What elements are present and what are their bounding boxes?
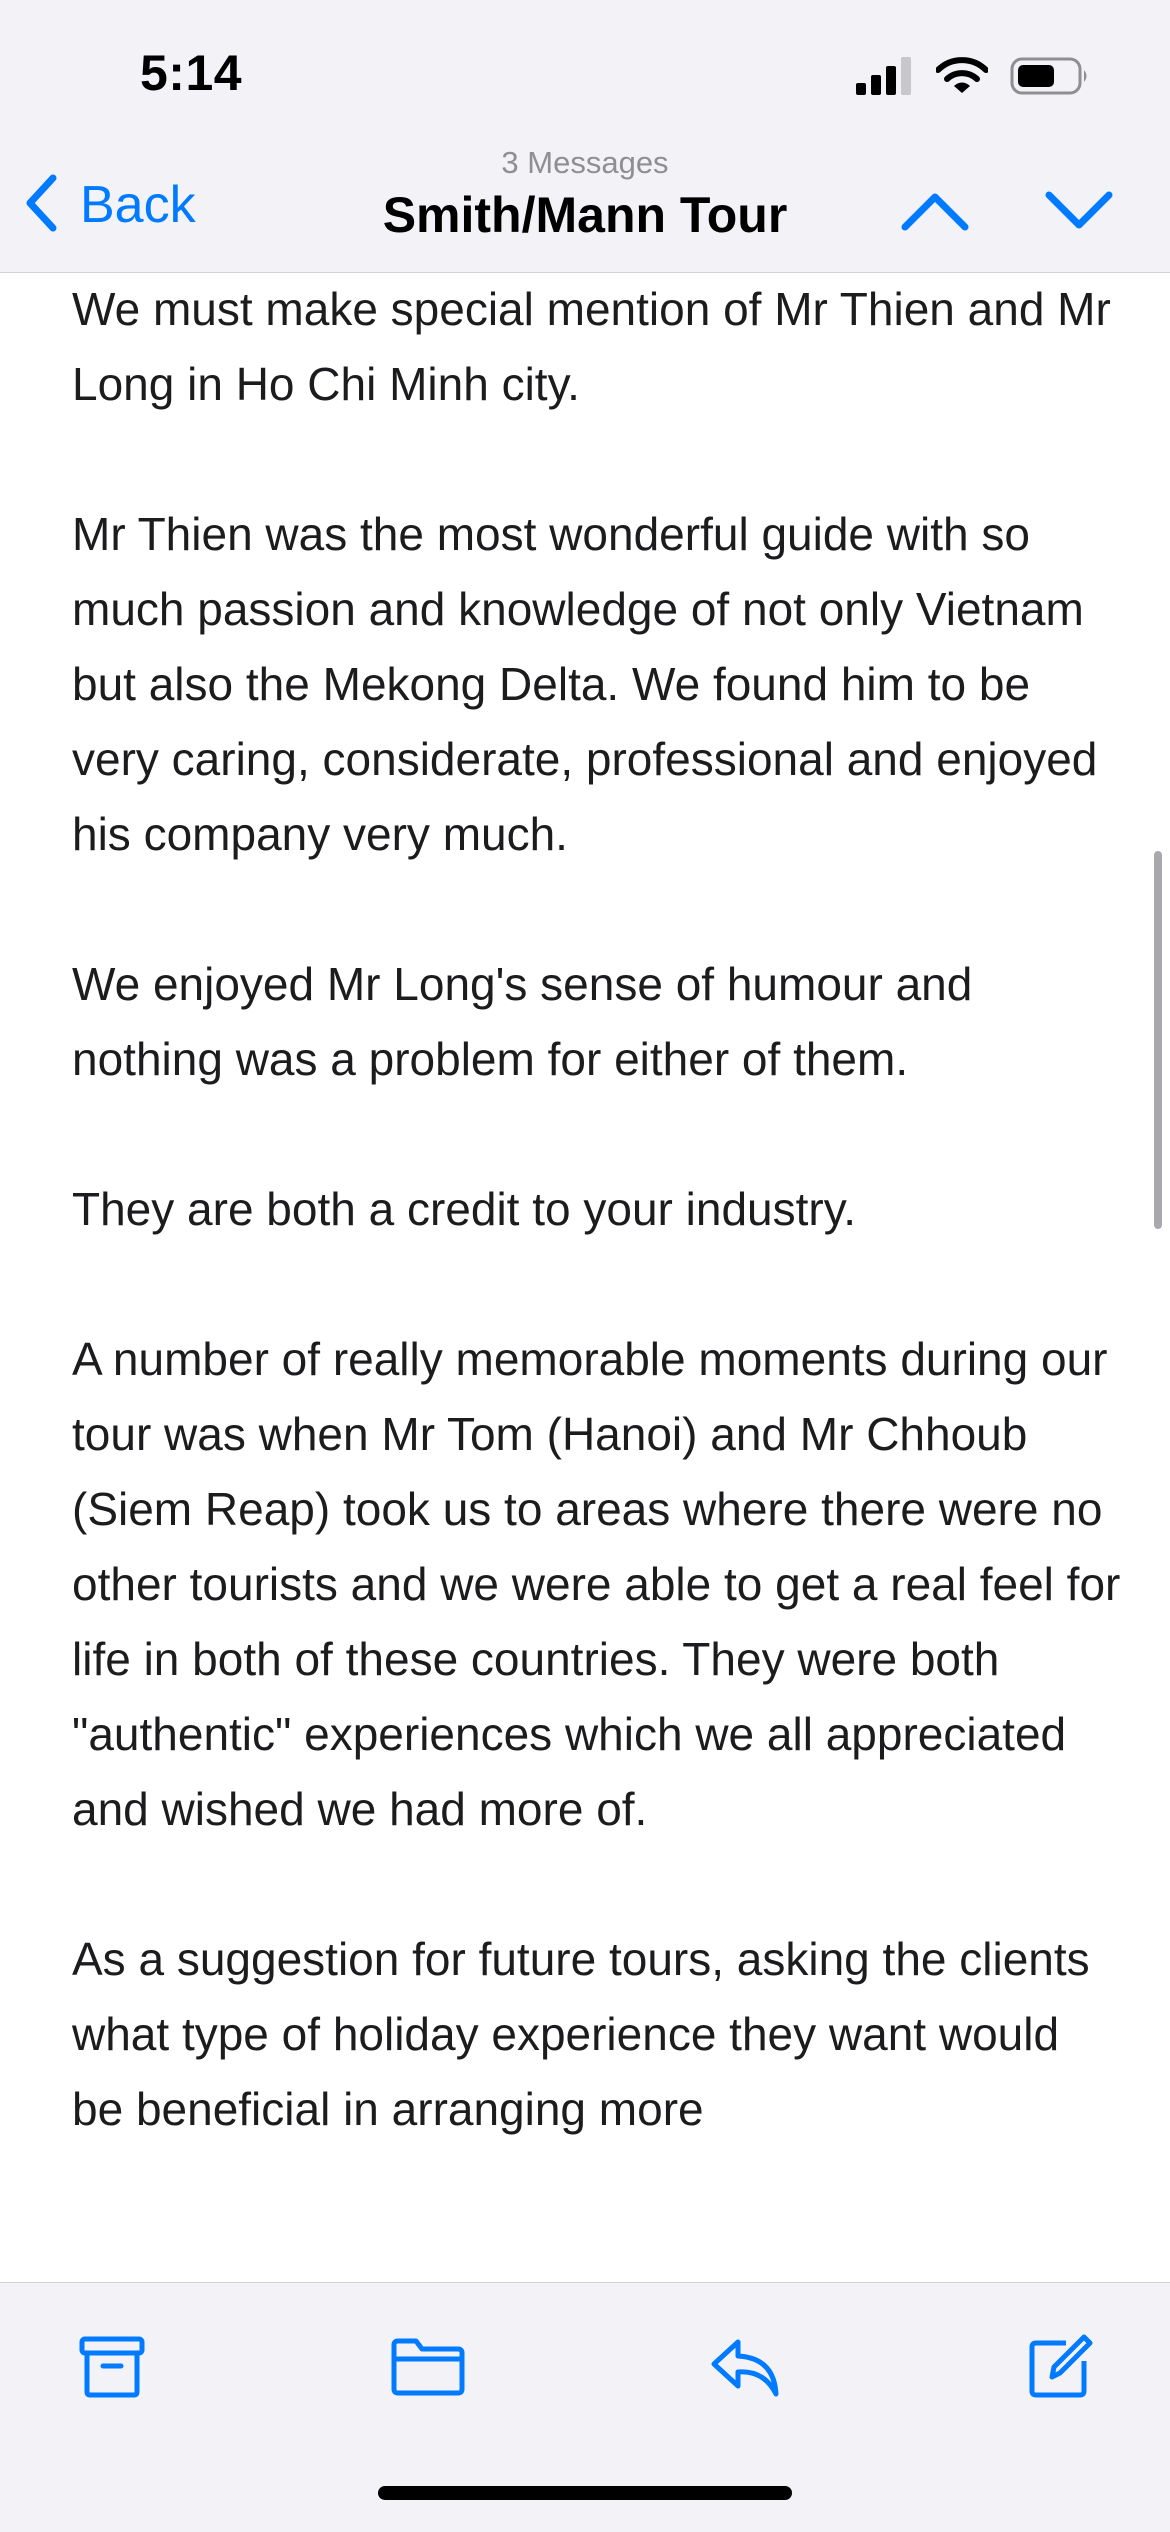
status-bar — [0, 0, 1170, 150]
move-to-folder-button[interactable] — [386, 2327, 470, 2411]
reply-button[interactable] — [702, 2327, 786, 2411]
navigation-bar — [0, 140, 1170, 273]
message-paragraph: Mr Thien was the most wonderful guide with so much passion and knowledge of not only Vietnam but also the Mekong Delta. We found him to be very caring, considerate, professional and enjoyed his company very much. — [72, 508, 1098, 860]
compose-icon — [1026, 2333, 1094, 2406]
message-paragraph: They are both a credit to your industry. — [72, 1183, 857, 1235]
message-paragraph: We must make special mention of Mr Thien and Mr Long in Ho Chi Minh city. — [72, 283, 1111, 410]
message-paragraph: We enjoyed Mr Long's sense of humour and nothing was a problem for either of them. — [72, 958, 973, 1085]
archive-icon — [79, 2336, 145, 2403]
folder-icon — [390, 2337, 466, 2402]
home-indicator[interactable] — [378, 2486, 792, 2500]
thread-header — [285, 140, 885, 244]
next-message-button[interactable] — [1044, 178, 1114, 248]
thread-title: Smith/Mann Tour — [382, 187, 788, 243]
battery-icon — [1010, 57, 1090, 100]
cellular-signal-icon — [856, 57, 914, 100]
status-time: 5:14 — [140, 45, 243, 101]
reply-icon — [708, 2336, 780, 2403]
back-label: Back — [80, 176, 196, 234]
previous-message-button[interactable] — [900, 178, 970, 248]
message-text — [72, 273, 1122, 2222]
compose-button[interactable] — [1018, 2327, 1102, 2411]
back-button[interactable] — [24, 170, 196, 240]
message-count: 3 Messages — [501, 145, 669, 180]
status-icons — [856, 56, 1090, 100]
message-body[interactable] — [0, 273, 1170, 2263]
chevron-down-icon — [1045, 191, 1113, 236]
wifi-icon — [936, 57, 988, 100]
chevron-up-icon — [901, 191, 969, 236]
archive-button[interactable] — [70, 2327, 154, 2411]
message-paragraph: A number of really memorable moments during our tour was when Mr Tom (Hanoi) and Mr Chhoub (Siem Reap) took us to areas where there were no other tourists and we were able to get a real feel for life in both of these countries. They were both "authentic" experiences which we all appreciated and wished we had more of. — [72, 1333, 1121, 1835]
message-paragraph: As a suggestion for future tours, asking the clients what type of holiday experience they want would be beneficial in arranging more — [72, 1933, 1090, 2135]
chevron-left-icon — [24, 174, 58, 237]
vertical-scroll-indicator[interactable] — [1154, 851, 1162, 1229]
